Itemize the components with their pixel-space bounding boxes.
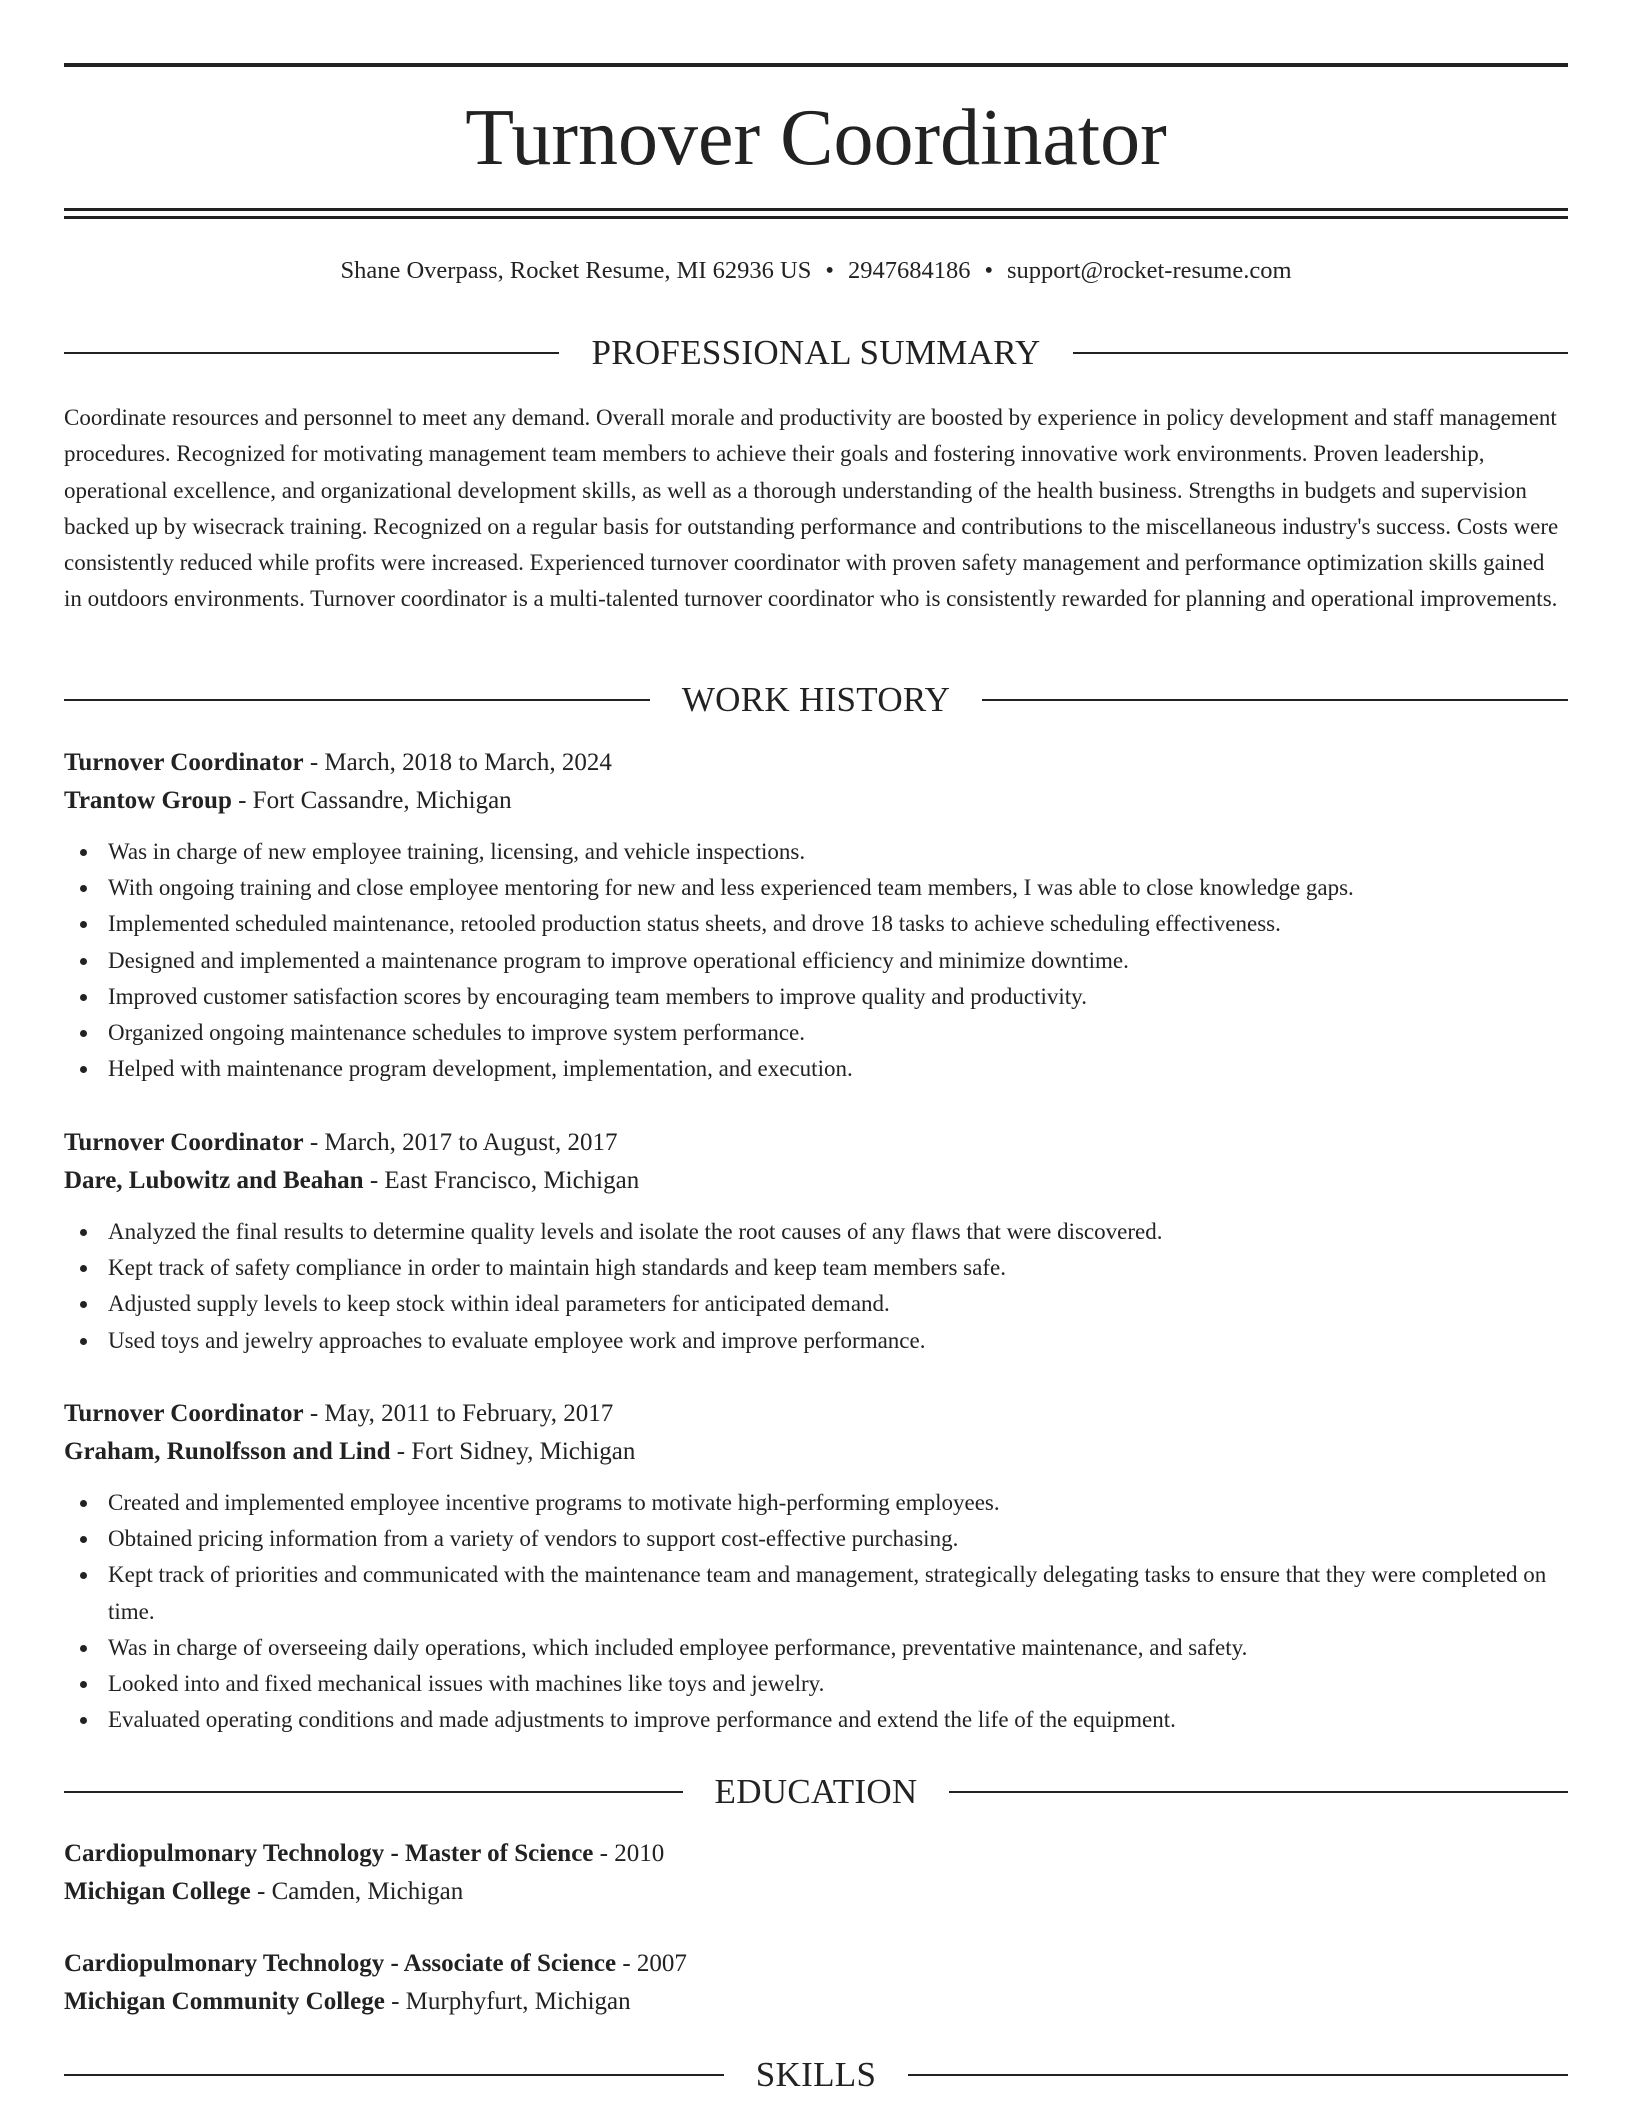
- job-company: Trantow Group: [64, 787, 232, 814]
- education-entry-2: [64, 1945, 1568, 2021]
- job-bullet: Analyzed the final results to determine quality levels and isolate the root causes of any flaws that were discovered.: [64, 1214, 1568, 1250]
- job-bullet: Implemented scheduled maintenance, retooled production status sheets, and drove 18 tasks to achieve scheduling effectiveness.: [64, 906, 1568, 942]
- contact-separator: •: [984, 257, 994, 284]
- job-bullet: Was in charge of overseeing daily operations, which included employee performance, preventative maintenance, and safety.: [64, 1630, 1568, 1666]
- heading-rule-left: [64, 699, 650, 701]
- job-bullet: Used toys and jewelry approaches to evaluate employee work and improve performance.: [64, 1323, 1568, 1359]
- header-rule-upper: [64, 208, 1568, 211]
- job-title-row: [64, 1395, 1568, 1433]
- job-bullet: Looked into and fixed mechanical issues with machines like toys and jewelry.: [64, 1666, 1568, 1702]
- job-bullet: Obtained pricing information from a variety of vendors to support cost-effective purchasing.: [64, 1521, 1568, 1557]
- degree-row: [64, 1835, 1568, 1873]
- job-bullet: Helped with maintenance program development, implementation, and execution.: [64, 1051, 1568, 1087]
- work-history-heading-label: WORK HISTORY: [681, 680, 951, 719]
- job-title-row: [64, 744, 1568, 782]
- contact-line: [64, 254, 1568, 288]
- job-title-row: [64, 1124, 1568, 1162]
- job-bullet: With ongoing training and close employee mentoring for new and less experienced team members, I was able to close knowledge gaps.: [64, 870, 1568, 906]
- job-company-row: [64, 1162, 1568, 1200]
- job-dates: - May, 2011 to February, 2017: [303, 1400, 614, 1427]
- top-rule: [64, 63, 1568, 67]
- job-title: Turnover Coordinator: [64, 1129, 304, 1156]
- degree-year: - 2007: [616, 1950, 687, 1977]
- summary-heading: [64, 331, 1568, 375]
- job-entry-1: [64, 744, 1568, 1087]
- degree: Cardiopulmonary Technology - Master of Science: [64, 1840, 594, 1867]
- job-bullet: Created and implemented employee incentive programs to motivate high-performing employees.: [64, 1485, 1568, 1521]
- job-title: Turnover Coordinator: [64, 1400, 304, 1427]
- job-bullets: [64, 834, 1568, 1087]
- degree-year: - 2010: [593, 1840, 665, 1867]
- job-entry-3: [64, 1395, 1568, 1738]
- job-location: - East Francisco, Michigan: [363, 1167, 640, 1194]
- resume-name: Turnover Coordinator: [465, 94, 1167, 182]
- education-heading-label: EDUCATION: [714, 1772, 918, 1811]
- job-company: Graham, Runolfsson and Lind: [64, 1438, 391, 1465]
- skills-heading-label: SKILLS: [755, 2055, 877, 2094]
- heading-rule-left: [64, 352, 559, 354]
- job-bullet: Adjusted supply levels to keep stock within ideal parameters for anticipated demand.: [64, 1286, 1568, 1322]
- heading-rule-right: [949, 1791, 1568, 1793]
- heading-rule-right: [908, 2074, 1568, 2076]
- header-rule-lower: [64, 216, 1568, 219]
- degree: Cardiopulmonary Technology - Associate of Science: [64, 1950, 617, 1977]
- school-location: - Camden, Michigan: [250, 1878, 464, 1905]
- job-bullet: Organized ongoing maintenance schedules to improve system performance.: [64, 1015, 1568, 1051]
- job-bullet: Kept track of safety compliance in order to maintain high standards and keep team members safe.: [64, 1250, 1568, 1286]
- job-title: Turnover Coordinator: [64, 749, 304, 776]
- work-history-heading: [64, 678, 1568, 722]
- job-bullet: Improved customer satisfaction scores by encouraging team members to improve quality and productivity.: [64, 979, 1568, 1015]
- job-dates: - March, 2018 to March, 2024: [303, 749, 612, 776]
- job-bullets: [64, 1485, 1568, 1738]
- school-row: [64, 1983, 1568, 2021]
- job-bullet: Was in charge of new employee training, licensing, and vehicle inspections.: [64, 834, 1568, 870]
- school: Michigan Community College: [64, 1988, 385, 2015]
- contact-phone: 2947684186: [847, 257, 971, 284]
- degree-row: [64, 1945, 1568, 1983]
- heading-rule-left: [64, 2074, 724, 2076]
- contact-email[interactable]: support@rocket-resume.com: [1007, 257, 1292, 284]
- job-location: - Fort Cassandre, Michigan: [231, 787, 512, 814]
- heading-rule-left: [64, 1791, 683, 1793]
- heading-rule-right: [982, 699, 1568, 701]
- skills-heading: [64, 2053, 1568, 2097]
- school: Michigan College: [64, 1878, 251, 1905]
- job-company-row: [64, 1433, 1568, 1471]
- summary-text: Coordinate resources and personnel to meet any demand. Overall morale and productivity are boosted by experience in policy development and staff management procedures. Recognized for motivating management team members to achieve their goals and fostering innovative work environments. Proven leadership, operational excellence, and organizational development skills, as well as a thorough understanding of the health business. Strengths in budgets and supervision backed up by wisecrack training. Recognized on a regular basis for outstanding performance and contributions to the miscellaneous industry's success. Costs were consistently reduced while profits were increased. Experienced turnover coordinator with proven safety management and performance optimization skills gained in outdoors environments. Turnover coordinator is a multi-talented turnover coordinator who is consistently rewarded for planning and operational improvements.: [64, 405, 1559, 612]
- school-row: [64, 1873, 1568, 1911]
- education-entry-1: [64, 1835, 1568, 1911]
- job-entry-2: [64, 1124, 1568, 1359]
- job-bullet: Designed and implemented a maintenance program to improve operational efficiency and minimize downtime.: [64, 943, 1568, 979]
- job-location: - Fort Sidney, Michigan: [390, 1438, 636, 1465]
- heading-rule-right: [1073, 352, 1568, 354]
- job-bullets: [64, 1214, 1568, 1359]
- job-bullet: Kept track of priorities and communicated with the maintenance team and management, strategically delegating tasks to ensure that they were completed on time.: [64, 1557, 1568, 1629]
- school-location: - Murphyfurt, Michigan: [384, 1988, 631, 2015]
- job-dates: - March, 2017 to August, 2017: [303, 1129, 618, 1156]
- education-heading: [64, 1770, 1568, 1814]
- job-company: Dare, Lubowitz and Beahan: [64, 1167, 364, 1194]
- job-bullet: Evaluated operating conditions and made adjustments to improve performance and extend the life of the equipment.: [64, 1702, 1568, 1738]
- summary-heading-label: PROFESSIONAL SUMMARY: [591, 333, 1041, 372]
- job-company-row: [64, 782, 1568, 820]
- contact-separator: •: [825, 257, 834, 284]
- contact-address: Shane Overpass, Rocket Resume, MI 62936 US: [340, 257, 812, 284]
